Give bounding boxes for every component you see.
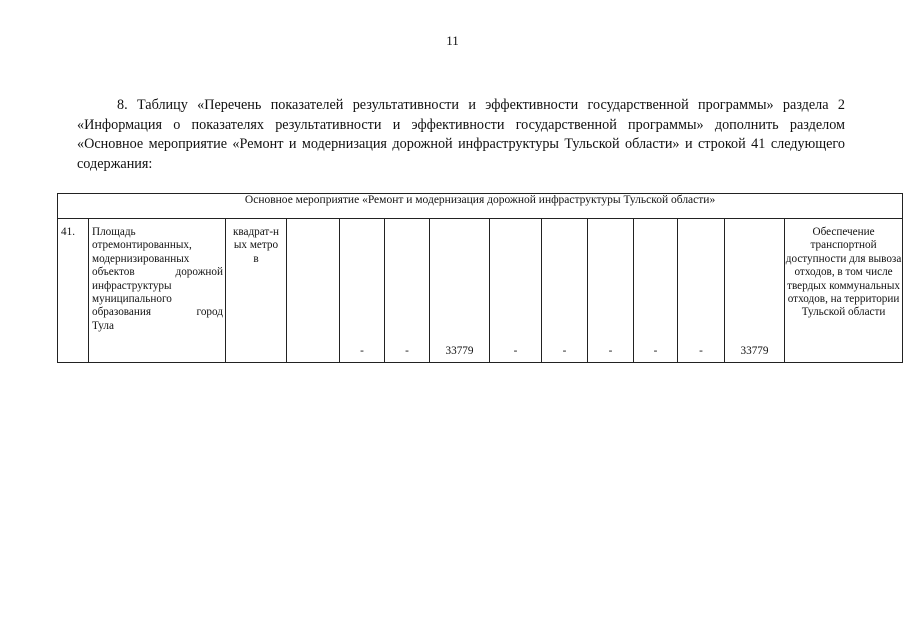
- indicator-name-line: инфраструктуры: [92, 279, 172, 292]
- indicator-name-line: объектов дорожной: [92, 266, 223, 279]
- value-cell: 33779: [725, 219, 785, 363]
- indicator-name-line: образования город: [92, 306, 223, 319]
- expected-result: Обеспечение транспортной доступности для вывоза отходов, в том числе твердых коммунальных отходов, на территории Тульской области: [785, 219, 903, 363]
- value-cell: -: [490, 219, 542, 363]
- value-cell: -: [634, 219, 678, 363]
- value-cell: -: [678, 219, 725, 363]
- section-title: Основное мероприятие «Ремонт и модернизация дорожной инфраструктуры Тульской области»: [58, 194, 903, 219]
- row-number: 41.: [58, 219, 89, 363]
- indicator-name-line: Тула: [92, 319, 114, 332]
- indicator-name: [89, 219, 226, 363]
- indicator-name-line: модернизированных: [92, 252, 190, 265]
- section-header-row: [58, 194, 903, 219]
- value-cell: 33779: [430, 219, 490, 363]
- page-number: 11: [446, 33, 459, 48]
- value-cell: -: [588, 219, 634, 363]
- indicator-name-line: муниципального: [92, 293, 172, 306]
- value-cell: -: [385, 219, 430, 363]
- amendment-paragraph: [77, 96, 845, 174]
- value-cell: -: [340, 219, 385, 363]
- amendment-text: 8. Таблицу «Перечень показателей результативности и эффективности государственной программы» раздела 2 «Информация о показателях результативности и эффективности государственной программы» дополнить разделом «Основное мероприятие «Ремонт и модернизация дорожной инфраструктуры Тульской области» и строкой 41 следующего содержания:: [77, 97, 845, 172]
- indicator-name-line: Площадь: [92, 226, 136, 238]
- table-row: [58, 219, 903, 363]
- indicator-name-line: отремонтированных,: [92, 239, 192, 252]
- indicators-table: [57, 193, 903, 363]
- unit-text: квадрат-ных метров: [232, 226, 280, 265]
- unit-of-measure: [226, 219, 287, 363]
- value-cell: -: [542, 219, 588, 363]
- value-cell: [287, 219, 340, 363]
